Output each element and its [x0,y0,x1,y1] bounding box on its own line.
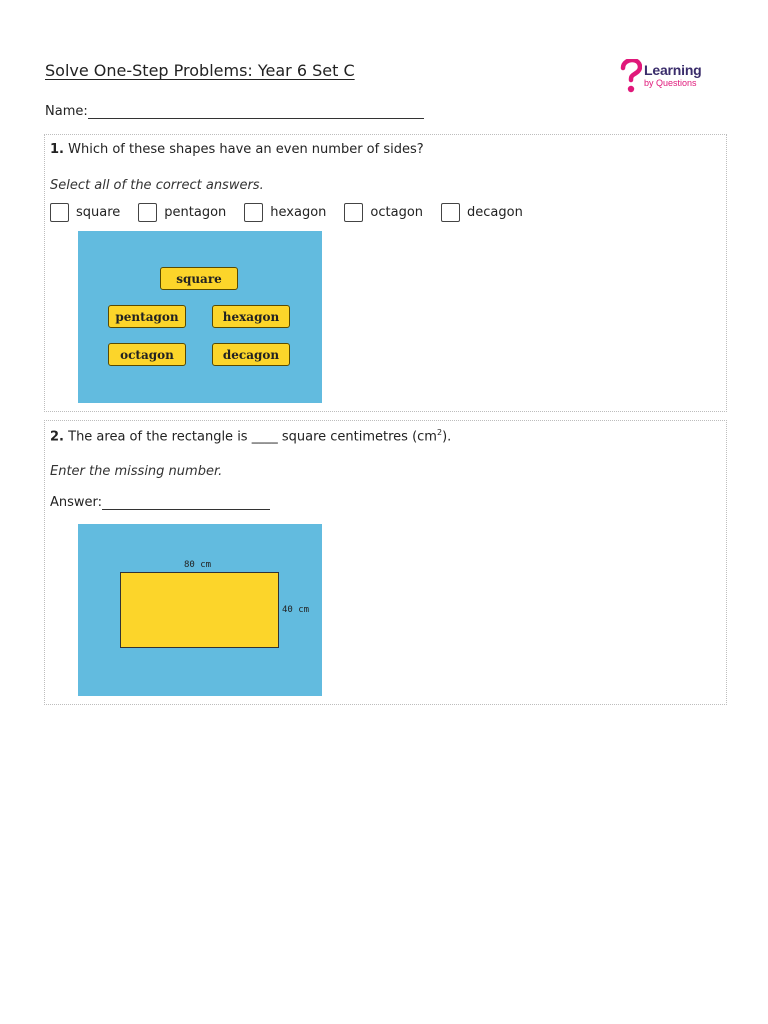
option-pentagon-label: pentagon [164,205,227,220]
yellow-rectangle [120,572,279,648]
logo-name: Learning [644,62,702,78]
answer-field [50,495,270,510]
question-1 [44,134,727,412]
question-2-prompt-end: ). [442,429,452,445]
option-pentagon-checkbox[interactable] [138,203,157,222]
option-octagon-checkbox[interactable] [344,203,363,222]
option-decagon[interactable] [441,203,523,222]
question-1-prompt: Which of these shapes have an even number of sides? [68,142,424,157]
shapes-image [78,231,322,403]
option-hexagon-checkbox[interactable] [244,203,263,222]
option-hexagon-label: hexagon [270,205,327,220]
option-hexagon[interactable] [244,203,326,222]
option-decagon-checkbox[interactable] [441,203,460,222]
image-label-decagon: decagon [212,343,290,366]
question-2-text [50,428,451,444]
question-2-number: 2. [50,429,64,445]
answer-label: Answer: [50,495,103,510]
question-1-number: 1. [50,142,64,157]
image-label-octagon: octagon [108,343,186,366]
image-label-hexagon: hexagon [212,305,290,328]
rectangle-width-label: 80 cm [184,560,212,570]
image-label-pentagon: pentagon [108,305,186,328]
option-square-label: square [76,205,121,220]
image-label-square: square [160,267,238,290]
question-mark-logo-icon [620,59,642,95]
question-1-text [50,142,424,157]
question-2 [44,420,727,705]
option-square-checkbox[interactable] [50,203,69,222]
option-octagon-label: octagon [370,205,424,220]
name-label: Name: [45,104,88,119]
answer-input-line[interactable] [102,496,270,510]
name-field [45,104,424,119]
name-answer-line[interactable] [88,105,424,119]
answer-options [50,203,541,222]
option-octagon[interactable] [344,203,423,222]
question-2-prompt: The area of the rectangle is ____ square centimetres (cm [68,429,437,445]
worksheet-title: Solve One-Step Problems: Year 6 Set C [45,61,355,80]
question-2-superscript: 2 [436,428,443,437]
option-square[interactable] [50,203,120,222]
option-decagon-label: decagon [467,205,523,220]
question-2-instruction: Enter the missing number. [50,464,223,479]
rectangle-image [78,524,322,696]
learning-by-questions-logo [620,59,730,99]
rectangle-height-label: 40 cm [282,605,310,615]
logo-tagline: by Questions [644,78,697,88]
option-pentagon[interactable] [138,203,226,222]
question-1-instruction: Select all of the correct answers. [50,178,264,193]
